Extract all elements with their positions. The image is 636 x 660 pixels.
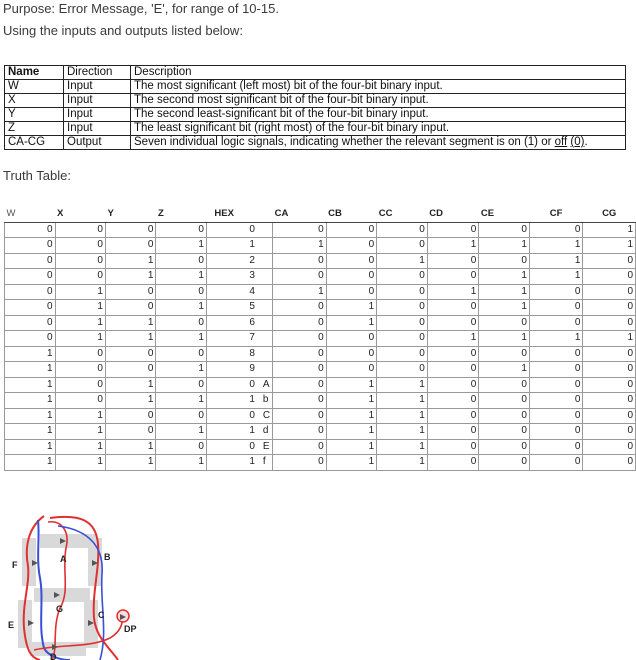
truth-table-row xyxy=(5,222,636,238)
cell-z: 0 xyxy=(156,222,206,238)
cell-ca: 0 xyxy=(273,315,327,331)
truth-table-row xyxy=(5,455,636,471)
truth-table-row xyxy=(5,315,636,331)
cell-hex: 4 xyxy=(206,284,257,300)
cell-cg: 0 xyxy=(583,284,636,300)
cell-hexl: d xyxy=(257,424,273,440)
cell-hexl xyxy=(257,300,273,316)
cell-w: 1 xyxy=(5,439,56,455)
cell-cd: 0 xyxy=(427,346,479,362)
header-w: W xyxy=(5,207,56,222)
cell-hex: 1 xyxy=(206,238,257,254)
truth-table-row xyxy=(5,393,636,409)
cell-x: 0 xyxy=(55,362,105,378)
cell-z: 0 xyxy=(156,439,206,455)
cell-x: 0 xyxy=(55,377,105,393)
signal-direction: Input xyxy=(64,122,131,136)
cell-cc: 0 xyxy=(377,362,428,378)
truth-table-row xyxy=(5,377,636,393)
signal-name: X xyxy=(5,94,64,108)
cell-y: 0 xyxy=(105,284,155,300)
truth-table-row xyxy=(5,238,636,254)
cell-cc: 0 xyxy=(377,315,428,331)
truth-table xyxy=(4,207,636,471)
cell-cf: 0 xyxy=(529,408,583,424)
cell-hexl xyxy=(257,253,273,269)
cell-cd: 0 xyxy=(427,393,479,409)
signal-name: W xyxy=(5,80,64,94)
cell-cd: 0 xyxy=(427,222,479,238)
truth-table-row xyxy=(5,362,636,378)
cell-x: 1 xyxy=(55,300,105,316)
cell-y: 0 xyxy=(105,424,155,440)
cell-ce: 1 xyxy=(479,362,530,378)
label-g: G xyxy=(56,604,64,614)
header-cf: CF xyxy=(529,207,583,222)
cell-cd: 0 xyxy=(427,439,479,455)
header-direction: Direction xyxy=(64,66,131,80)
cell-ca: 0 xyxy=(273,269,327,285)
cell-ce: 1 xyxy=(479,300,530,316)
cell-z: 1 xyxy=(156,238,206,254)
signal-name: CA-CG xyxy=(5,136,64,150)
cell-ce: 0 xyxy=(479,439,530,455)
cell-z: 1 xyxy=(156,269,206,285)
cell-w: 0 xyxy=(5,269,56,285)
cell-cc: 0 xyxy=(377,346,428,362)
header-description: Description xyxy=(131,66,626,80)
cell-hex: 8 xyxy=(206,346,257,362)
signal-description: The least significant bit (right most) of the four-bit binary input. xyxy=(131,122,626,136)
cell-y: 0 xyxy=(105,346,155,362)
cell-ca: 0 xyxy=(273,346,327,362)
cell-cb: 0 xyxy=(326,253,377,269)
cell-z: 0 xyxy=(156,253,206,269)
cell-z: 0 xyxy=(156,346,206,362)
cell-w: 1 xyxy=(5,455,56,471)
truth-table-label: Truth Table: xyxy=(3,168,71,183)
cell-ce: 0 xyxy=(479,408,530,424)
cell-z: 1 xyxy=(156,362,206,378)
cell-hexl xyxy=(257,269,273,285)
cell-cc: 1 xyxy=(377,393,428,409)
cell-cb: 0 xyxy=(326,346,377,362)
cell-hex: 0 xyxy=(206,439,257,455)
cell-y: 0 xyxy=(105,222,155,238)
seven-segment-diagram xyxy=(0,508,150,660)
cell-cf: 1 xyxy=(529,238,583,254)
signal-row xyxy=(5,136,626,150)
cell-ce: 0 xyxy=(479,315,530,331)
signal-description xyxy=(131,136,626,150)
cell-z: 0 xyxy=(156,315,206,331)
header-ca: CA xyxy=(273,207,327,222)
cell-w: 1 xyxy=(5,393,56,409)
cell-hex: 0 xyxy=(206,222,257,238)
signal-row xyxy=(5,80,626,94)
cell-cd: 1 xyxy=(427,284,479,300)
cell-cf: 1 xyxy=(529,269,583,285)
signal-name: Z xyxy=(5,122,64,136)
signal-name: Y xyxy=(5,108,64,122)
cell-w: 0 xyxy=(5,300,56,316)
cell-y: 1 xyxy=(105,253,155,269)
cell-cf: 0 xyxy=(529,377,583,393)
cell-hexl: C xyxy=(257,408,273,424)
cell-cf: 0 xyxy=(529,284,583,300)
truth-table-row xyxy=(5,346,636,362)
cell-w: 0 xyxy=(5,284,56,300)
cell-hex: 7 xyxy=(206,331,257,347)
cell-cg: 0 xyxy=(583,455,636,471)
truth-table-row xyxy=(5,439,636,455)
cell-hexl: A xyxy=(257,377,273,393)
cell-cg: 0 xyxy=(583,408,636,424)
cell-cd: 1 xyxy=(427,238,479,254)
cell-cc: 1 xyxy=(377,377,428,393)
cell-x: 0 xyxy=(55,222,105,238)
cell-cd: 0 xyxy=(427,269,479,285)
signal-direction: Input xyxy=(64,80,131,94)
cell-cb: 0 xyxy=(326,362,377,378)
cell-cf: 0 xyxy=(529,424,583,440)
cell-x: 1 xyxy=(55,424,105,440)
cell-hex: 9 xyxy=(206,362,257,378)
cell-ce: 1 xyxy=(479,331,530,347)
signal-direction: Output xyxy=(64,136,131,150)
cell-cg: 0 xyxy=(583,377,636,393)
cell-y: 1 xyxy=(105,393,155,409)
cell-cb: 1 xyxy=(326,315,377,331)
truth-table-body xyxy=(5,222,636,470)
cell-ca: 0 xyxy=(273,393,327,409)
truth-table-row xyxy=(5,424,636,440)
cell-cg: 0 xyxy=(583,362,636,378)
cell-cb: 0 xyxy=(326,238,377,254)
label-d: D xyxy=(50,652,57,660)
cell-x: 0 xyxy=(55,269,105,285)
cell-x: 1 xyxy=(55,331,105,347)
cell-cc: 0 xyxy=(377,238,428,254)
label-a: A xyxy=(60,554,67,564)
header-z: Z xyxy=(156,207,206,222)
cell-ce: 0 xyxy=(479,222,530,238)
signal-description: The second least-significant bit of the four-bit binary input. xyxy=(131,108,626,122)
signal-row xyxy=(5,94,626,108)
cell-y: 1 xyxy=(105,331,155,347)
cell-cd: 0 xyxy=(427,315,479,331)
cell-x: 0 xyxy=(55,253,105,269)
cell-x: 0 xyxy=(55,393,105,409)
cell-cc: 0 xyxy=(377,284,428,300)
cell-hexl xyxy=(257,362,273,378)
cell-ca: 0 xyxy=(273,424,327,440)
signal-direction: Input xyxy=(64,94,131,108)
cell-y: 1 xyxy=(105,377,155,393)
cell-ce: 0 xyxy=(479,424,530,440)
cell-y: 0 xyxy=(105,238,155,254)
cell-ce: 1 xyxy=(479,284,530,300)
cell-w: 1 xyxy=(5,408,56,424)
cell-ca: 0 xyxy=(273,377,327,393)
cell-y: 1 xyxy=(105,269,155,285)
cell-z: 1 xyxy=(156,331,206,347)
cell-cc: 1 xyxy=(377,253,428,269)
cell-z: 0 xyxy=(156,408,206,424)
period-text: . xyxy=(584,136,588,148)
cell-cg: 0 xyxy=(583,253,636,269)
cell-x: 0 xyxy=(55,346,105,362)
cell-hexl xyxy=(257,238,273,254)
cell-cg: 0 xyxy=(583,393,636,409)
cell-cb: 1 xyxy=(326,393,377,409)
cell-cb: 0 xyxy=(326,284,377,300)
off-text: off xyxy=(554,136,568,148)
cell-ce: 0 xyxy=(479,393,530,409)
cell-w: 0 xyxy=(5,238,56,254)
cell-cb: 1 xyxy=(326,455,377,471)
cell-cd: 0 xyxy=(427,377,479,393)
cell-hex: 0 xyxy=(206,377,257,393)
cell-y: 0 xyxy=(105,408,155,424)
cell-hexl: b xyxy=(257,393,273,409)
cell-cc: 0 xyxy=(377,331,428,347)
cell-cc: 1 xyxy=(377,408,428,424)
cell-hex: 1 xyxy=(206,424,257,440)
cell-cd: 0 xyxy=(427,253,479,269)
zero-text: (0) xyxy=(570,136,585,148)
cell-hexl xyxy=(257,222,273,238)
cell-x: 1 xyxy=(55,455,105,471)
cell-cc: 0 xyxy=(377,269,428,285)
signal-row xyxy=(5,122,626,136)
signal-description: The most significant (left most) bit of the four-bit binary input. xyxy=(131,80,626,94)
cell-hex: 1 xyxy=(206,455,257,471)
label-f: F xyxy=(12,560,18,570)
cell-cb: 0 xyxy=(326,222,377,238)
truth-table-row xyxy=(5,331,636,347)
cell-cf: 0 xyxy=(529,393,583,409)
purpose-text: Purpose: Error Message, 'E', for range of 10-15. xyxy=(3,1,279,16)
label-dp: DP xyxy=(124,624,137,634)
cell-w: 0 xyxy=(5,253,56,269)
cell-cd: 0 xyxy=(427,408,479,424)
description-text: Seven individual logic signals, indicating whether the relevant segment is on (1) or xyxy=(134,136,555,148)
cell-hexl xyxy=(257,315,273,331)
cell-cd: 0 xyxy=(427,362,479,378)
cell-w: 0 xyxy=(5,315,56,331)
signal-direction: Input xyxy=(64,108,131,122)
cell-ca: 1 xyxy=(273,238,327,254)
cell-cb: 1 xyxy=(326,300,377,316)
truth-table-row xyxy=(5,253,636,269)
header-cc: CC xyxy=(377,207,428,222)
cell-ca: 0 xyxy=(273,222,327,238)
cell-w: 1 xyxy=(5,377,56,393)
cell-x: 1 xyxy=(55,315,105,331)
cell-ce: 0 xyxy=(479,377,530,393)
truth-table-row xyxy=(5,408,636,424)
label-b: B xyxy=(104,552,111,562)
cell-cf: 1 xyxy=(529,331,583,347)
cell-cf: 0 xyxy=(529,222,583,238)
cell-y: 0 xyxy=(105,362,155,378)
cell-hex: 6 xyxy=(206,315,257,331)
cell-cf: 0 xyxy=(529,362,583,378)
cell-cc: 1 xyxy=(377,424,428,440)
cell-x: 1 xyxy=(55,439,105,455)
cell-w: 0 xyxy=(5,222,56,238)
header-name: Name xyxy=(5,66,64,80)
cell-ca: 0 xyxy=(273,439,327,455)
cell-cf: 0 xyxy=(529,315,583,331)
cell-z: 1 xyxy=(156,424,206,440)
cell-x: 0 xyxy=(55,238,105,254)
cell-w: 1 xyxy=(5,424,56,440)
signal-table xyxy=(4,65,626,150)
cell-hexl xyxy=(257,284,273,300)
cell-hexl: E xyxy=(257,439,273,455)
cell-cg: 0 xyxy=(583,269,636,285)
cell-cb: 1 xyxy=(326,377,377,393)
cell-ca: 0 xyxy=(273,362,327,378)
signal-header-row xyxy=(5,66,626,80)
cell-cb: 0 xyxy=(326,269,377,285)
cell-hexl xyxy=(257,346,273,362)
cell-cc: 1 xyxy=(377,439,428,455)
header-cg: CG xyxy=(583,207,636,222)
signal-description: The second most significant bit of the four-bit binary input. xyxy=(131,94,626,108)
cell-ca: 0 xyxy=(273,300,327,316)
cell-w: 0 xyxy=(5,331,56,347)
cell-ca: 0 xyxy=(273,408,327,424)
cell-cg: 0 xyxy=(583,346,636,362)
cell-y: 1 xyxy=(105,315,155,331)
cell-hex: 2 xyxy=(206,253,257,269)
cell-cf: 1 xyxy=(529,253,583,269)
cell-z: 0 xyxy=(156,284,206,300)
truth-table-header xyxy=(5,207,636,222)
cell-cc: 0 xyxy=(377,222,428,238)
cell-cd: 1 xyxy=(427,331,479,347)
cell-ce: 0 xyxy=(479,253,530,269)
cell-z: 0 xyxy=(156,377,206,393)
cell-ce: 0 xyxy=(479,346,530,362)
cell-cb: 1 xyxy=(326,439,377,455)
cell-cg: 0 xyxy=(583,315,636,331)
truth-table-row xyxy=(5,300,636,316)
cell-y: 1 xyxy=(105,455,155,471)
cell-cf: 0 xyxy=(529,300,583,316)
cell-cg: 0 xyxy=(583,300,636,316)
cell-z: 1 xyxy=(156,300,206,316)
cell-cd: 0 xyxy=(427,424,479,440)
cell-cf: 0 xyxy=(529,439,583,455)
cell-x: 1 xyxy=(55,284,105,300)
truth-table-row xyxy=(5,269,636,285)
cell-cb: 1 xyxy=(326,408,377,424)
cell-hex: 3 xyxy=(206,269,257,285)
cell-ce: 1 xyxy=(479,269,530,285)
cell-cf: 0 xyxy=(529,346,583,362)
cell-cb: 1 xyxy=(326,424,377,440)
cell-cf: 0 xyxy=(529,455,583,471)
cell-cc: 0 xyxy=(377,300,428,316)
cell-ce: 0 xyxy=(479,455,530,471)
header-cd: CD xyxy=(427,207,479,222)
label-e: E xyxy=(8,620,15,630)
cell-cg: 0 xyxy=(583,439,636,455)
signal-row xyxy=(5,108,626,122)
cell-ca: 0 xyxy=(273,455,327,471)
header-cb: CB xyxy=(326,207,377,222)
cell-cg: 1 xyxy=(583,238,636,254)
cell-ca: 1 xyxy=(273,284,327,300)
cell-ca: 0 xyxy=(273,253,327,269)
cell-hex: 5 xyxy=(206,300,257,316)
header-ce: CE xyxy=(479,207,530,222)
cell-ce: 1 xyxy=(479,238,530,254)
cell-cb: 0 xyxy=(326,331,377,347)
label-c: C xyxy=(98,610,105,620)
cell-w: 1 xyxy=(5,346,56,362)
cell-y: 0 xyxy=(105,300,155,316)
cell-hex: 0 xyxy=(206,408,257,424)
truth-table-row xyxy=(5,284,636,300)
cell-cd: 0 xyxy=(427,455,479,471)
header-y: Y xyxy=(105,207,155,222)
cell-ca: 0 xyxy=(273,331,327,347)
cell-z: 1 xyxy=(156,393,206,409)
cell-cg: 0 xyxy=(583,424,636,440)
instructions-text: Using the inputs and outputs listed below: xyxy=(3,23,243,38)
cell-y: 1 xyxy=(105,439,155,455)
cell-cd: 0 xyxy=(427,300,479,316)
cell-cg: 1 xyxy=(583,222,636,238)
cell-hexl xyxy=(257,331,273,347)
cell-cg: 1 xyxy=(583,331,636,347)
cell-x: 1 xyxy=(55,408,105,424)
cell-w: 1 xyxy=(5,362,56,378)
cell-cc: 1 xyxy=(377,455,428,471)
header-hex: HEX xyxy=(206,207,272,222)
cell-hexl: f xyxy=(257,455,273,471)
header-x: X xyxy=(55,207,105,222)
cell-z: 1 xyxy=(156,455,206,471)
cell-hex: 1 xyxy=(206,393,257,409)
